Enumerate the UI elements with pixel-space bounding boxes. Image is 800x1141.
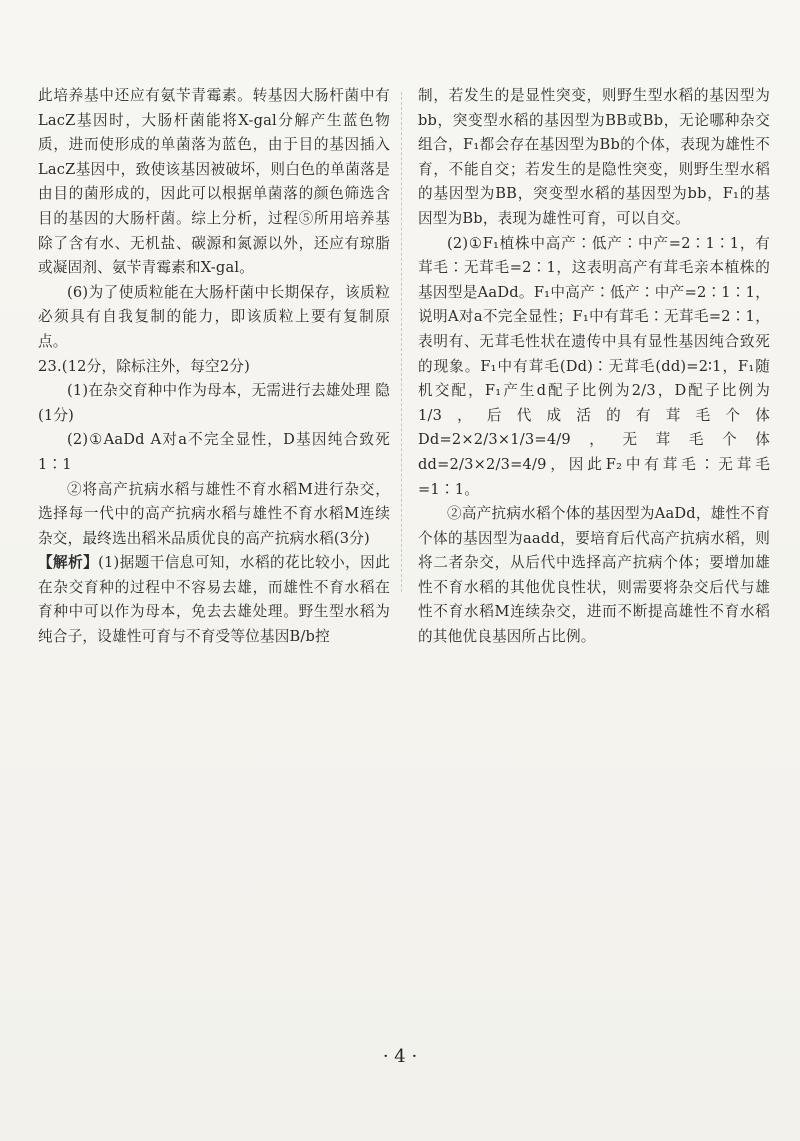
right-paragraph-2: (2)①F₁植株中高产∶低产∶中产=2∶1∶1，有茸毛∶无茸毛=2∶1，这表明高产有茸毛亲本植株的基因型是AaDd。F₁中高产∶低产∶中产=2∶1∶1，说明A对a不完全显性；F₁中有茸毛∶无茸毛=2∶1，表明有、无茸毛性状在遗传中具有显性基因纯合致死的现象。F₁中有茸毛(Dd)∶无茸毛(dd)=2∶1，F₁随机交配，F₁产生d配子比例为2/3，D配子比例为1/3，后代成活的有茸毛个体Dd=2×2/3×1/3=4/9，无茸毛个体dd=2/3×2/3=4/9，因此F₂中有茸毛∶无茸毛=1∶1。 — [418, 234, 770, 498]
right-paragraph-1: 制，若发生的是显性突变，则野生型水稻的基因型为bb，突变型水稻的基因型为BB或Bb，无论哪种杂交组合，F₁都会存在基因型为Bb的个体，表现为雄性不育，不能自交；若发生的是隐性突变，则野生型水稻的基因型为BB，突变型水稻的基因型为bb，F₁的基因型为Bb，表现为雄性可育，可以自交。 — [418, 87, 770, 227]
left-column — [38, 84, 390, 650]
page-number: · 4 · — [382, 1046, 418, 1067]
left-paragraph-2: (6)为了使质粒能在大肠杆菌中长期保存，该质粒必须具有自我复制的能力，即该质粒上要有复制原点。 — [38, 283, 390, 350]
question-23-answer-3: ②将高产抗病水稻与雄性不育水稻M进行杂交，选择每一代中的高产抗病水稻与雄性不育水稻M连续杂交，最终选出稻米品质优良的高产抗病水稻(3分) — [38, 480, 390, 547]
analysis-text: (1)据题干信息可知，水稻的花比较小，因此在杂交育种的过程中不容易去雄，而雄性不育水稻在育种中可以作为母本，免去去雄处理。野生型水稻为纯合子，设雄性可育与不育受等位基因B/b控 — [38, 554, 390, 646]
right-paragraph-3: ②高产抗病水稻个体的基因型为AaDd，雄性不育个体的基因型为aadd，要培育后代高产抗病水稻，则将二者杂交，从后代中选择高产抗病个体；要增加雄性不育水稻的其他优良性状，则需要将杂交后代与雄性不育水稻M连续杂交，进而不断提高雄性不育水稻的其他优良基因所占比例。 — [418, 505, 770, 646]
left-paragraph-1: 此培养基中还应有氨苄青霉素。转基因大肠杆菌中有LacZ基因时，大肠杆菌能将X-gal分解产生蓝色物质，进而使形成的单菌落为蓝色，由于目的基因插入LacZ基因中，致使该基因被破坏，则白色的单菌落是由目的菌形成的，因此可以根据单菌落的颜色筛选含目的基因的大肠杆菌。综上分析，过程⑤所用培养基除了含有水、无机盐、碳源和氮源以外，还应有琼脂或凝固剂、氨苄青霉素和X-gal。 — [38, 87, 390, 277]
question-23-answer-1: (1)在杂交育种中作为母本，无需进行去雄处理 隐(1分) — [38, 382, 390, 424]
question-23-heading: 23.(12分，除标注外，每空2分) — [38, 357, 250, 375]
question-23-answer-2: (2)①AaDd A对a不完全显性，D基因纯合致死 1∶1 — [38, 431, 390, 473]
analysis-label: 【解析】 — [38, 554, 99, 572]
right-column — [418, 84, 770, 650]
column-divider — [401, 92, 402, 592]
analysis-paragraph — [38, 551, 390, 649]
